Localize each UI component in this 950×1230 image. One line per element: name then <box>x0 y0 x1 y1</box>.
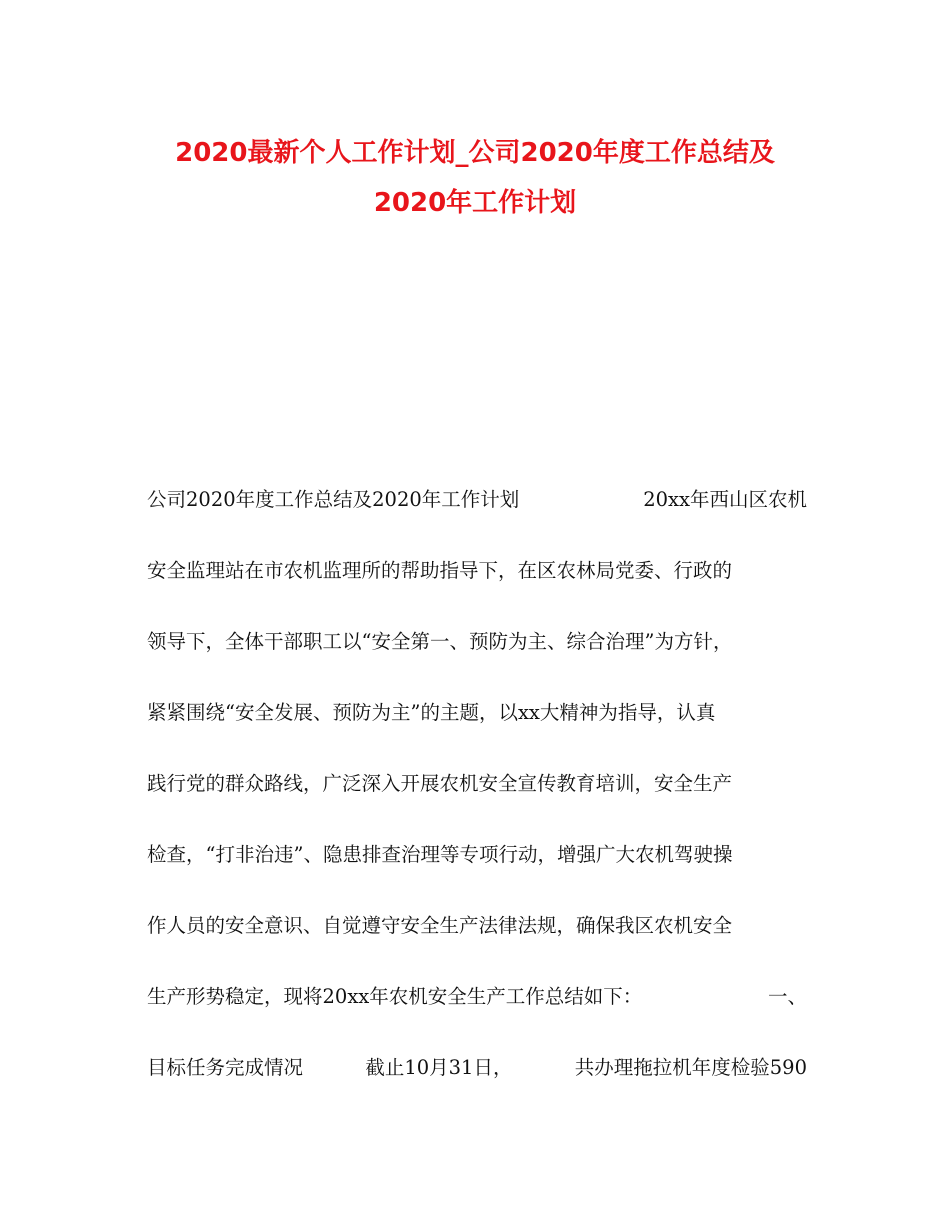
body-line-7 <box>147 906 807 977</box>
body-line-9-part-1: 目标任务完成情况 <box>147 1056 304 1079</box>
body-line-5-text: 践行党的群众路线，广泛深入开展农机安全宣传教育培训，安全生产 <box>147 772 733 795</box>
body-line-2-text: 安全监理站在市农机监理所的帮助指导下，在区农林局党委、行政的 <box>147 559 733 582</box>
body-line-6-text: 检查，“打非治违”、隐患排查治理等专项行动，增强广大农机驾驶操 <box>147 843 733 866</box>
body-line-5 <box>147 764 807 835</box>
title-line-1: 2020最新个人工作计划_公司2020年度工作总结及 <box>175 138 775 168</box>
body-line-4 <box>147 693 807 764</box>
body-line-8-part-1: 生产形势稳定，现将20xx年农机安全生产工作总结如下： <box>147 985 643 1008</box>
body-line-9 <box>147 1048 807 1119</box>
body-line-6 <box>147 835 807 906</box>
body-line-8-part-2: 一、 <box>767 985 807 1008</box>
document-body <box>147 480 807 1119</box>
body-line-7-text: 作人员的安全意识、自觉遵守安全生产法律法规，确保我区农机安全 <box>147 914 733 937</box>
body-line-9-part-2: 截止10月31日， <box>365 1056 513 1079</box>
body-line-9-part-3: 共办理拖拉机年度检验590 <box>574 1056 807 1079</box>
body-line-4-text: 紧紧围绕“安全发展、预防为主”的主题，以xx大精神为指导，认真 <box>147 701 716 724</box>
body-line-2 <box>147 551 807 622</box>
body-line-3 <box>147 622 807 693</box>
body-line-1 <box>147 480 807 551</box>
body-line-1-part-2: 20xx年西山区农机 <box>643 488 807 511</box>
body-line-3-text: 领导下，全体干部职工以“安全第一、预防为主、综合治理”为方针， <box>147 630 733 653</box>
body-line-1-part-1: 公司2020年度工作总结及2020年工作计划 <box>147 488 520 511</box>
title-line-2: 2020年工作计划 <box>373 188 577 218</box>
body-line-8 <box>147 977 807 1048</box>
document-title <box>120 128 830 228</box>
